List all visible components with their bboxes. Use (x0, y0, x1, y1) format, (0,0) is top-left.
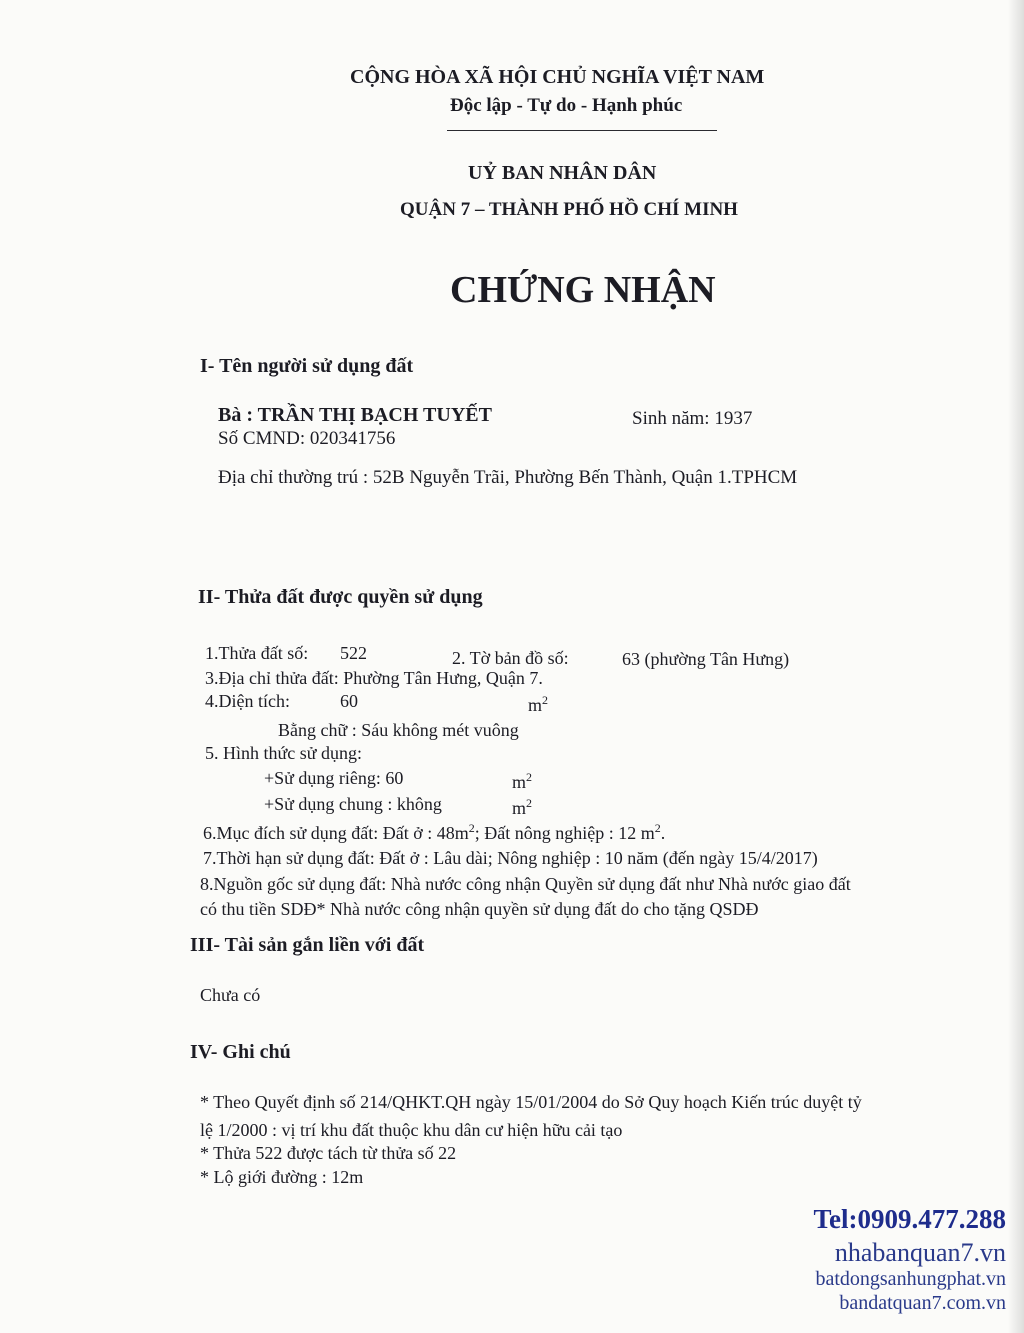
attached-assets: Chưa có (200, 985, 261, 1005)
header-divider (447, 130, 717, 131)
plot-address: 3.Địa chỉ thửa đất: Phường Tân Hưng, Quận 7. (205, 668, 543, 688)
area-in-words: Bằng chữ : Sáu không mét vuông (278, 720, 519, 740)
shared-use: +Sử dụng chung : không (264, 794, 442, 814)
area-unit: $m^2$ (528, 693, 549, 715)
note-decision-line1: * Theo Quyết định số 214/QHKT.QH ngày 15/01/2004 do Sở Quy hoạch Kiến trúc duyệt tỷ (200, 1092, 862, 1112)
area-value: 60 (340, 691, 358, 711)
scan-edge-shadow (1008, 0, 1024, 1333)
area-label: 4.Diện tích: (205, 691, 290, 711)
watermark-site-2: batdongsanhungphat.vn (815, 1268, 1006, 1290)
birth-year: Sinh năm: 1937 (632, 408, 753, 429)
land-use-purpose: 6.Mục đích sử dụng đất: Đất ở : $48m^2$; Đất nông nghiệp : 12 $m^2$. (203, 821, 666, 843)
watermark-site-3: bandatquan7.com.vn (839, 1292, 1006, 1314)
page-title: CHỨNG NHẬN (450, 269, 716, 311)
section4-heading: IV- Ghi chú (190, 1041, 291, 1063)
watermark-phone: Tel:0909.477.288 (813, 1204, 1006, 1234)
motto: Độc lập - Tự do - Hạnh phúc (450, 95, 683, 116)
map-sheet-value: 63 (phường Tân Hưng) (622, 649, 790, 669)
district-heading: QUẬN 7 – THÀNH PHỐ HỒ CHÍ MINH (400, 199, 738, 220)
owner-name: Bà : TRẦN THỊ BẠCH TUYẾT (218, 404, 492, 426)
land-origin-line1: 8.Nguồn gốc sử dụng đất: Nhà nước công nhận Quyền sử dụng đất như Nhà nước giao đất (200, 874, 851, 894)
note-decision-line2: lệ 1/2000 : vị trí khu đất thuộc khu dân cư hiện hữu cải tạo (200, 1120, 623, 1140)
shared-use-unit: $m^2$ (512, 796, 533, 818)
permanent-address: Địa chỉ thường trú : 52B Nguyễn Trãi, Phường Bến Thành, Quận 1.TPHCM (218, 467, 798, 488)
id-number: Số CMND: 020341756 (218, 428, 396, 449)
section2-heading: II- Thửa đất được quyền sử dụng (198, 586, 483, 608)
section3-heading: III- Tài sản gắn liền với đất (190, 934, 425, 956)
plot-number-value: 522 (340, 643, 367, 663)
map-sheet-label: 2. Tờ bản đồ số: (452, 648, 569, 668)
watermark-site-1: nhabanquan7.vn (834, 1238, 1006, 1267)
private-use-unit: $m^2$ (512, 770, 533, 792)
nation-heading: CỘNG HÒA XÃ HỘI CHỦ NGHĨA VIỆT NAM (350, 66, 765, 88)
section1-heading: I- Tên người sử dụng đất (200, 355, 414, 377)
land-origin-line2: có thu tiền SDĐ* Nhà nước công nhận quyền sử dụng đất do cho tặng QSDĐ (200, 899, 759, 919)
note-plot-split: * Thửa 522 được tách từ thửa số 22 (200, 1143, 457, 1163)
usage-form-label: 5. Hình thức sử dụng: (205, 743, 363, 763)
agency-heading: UỶ BAN NHÂN DÂN (468, 162, 657, 184)
private-use: +Sử dụng riêng: 60 (264, 768, 404, 788)
land-use-term: 7.Thời hạn sử dụng đất: Đất ở : Lâu dài; Nông nghiệp : 10 năm (đến ngày 15/4/2017) (203, 848, 818, 868)
note-road-boundary: * Lộ giới đường : 12m (200, 1167, 364, 1187)
plot-number-label: 1.Thửa đất số: (205, 643, 309, 663)
